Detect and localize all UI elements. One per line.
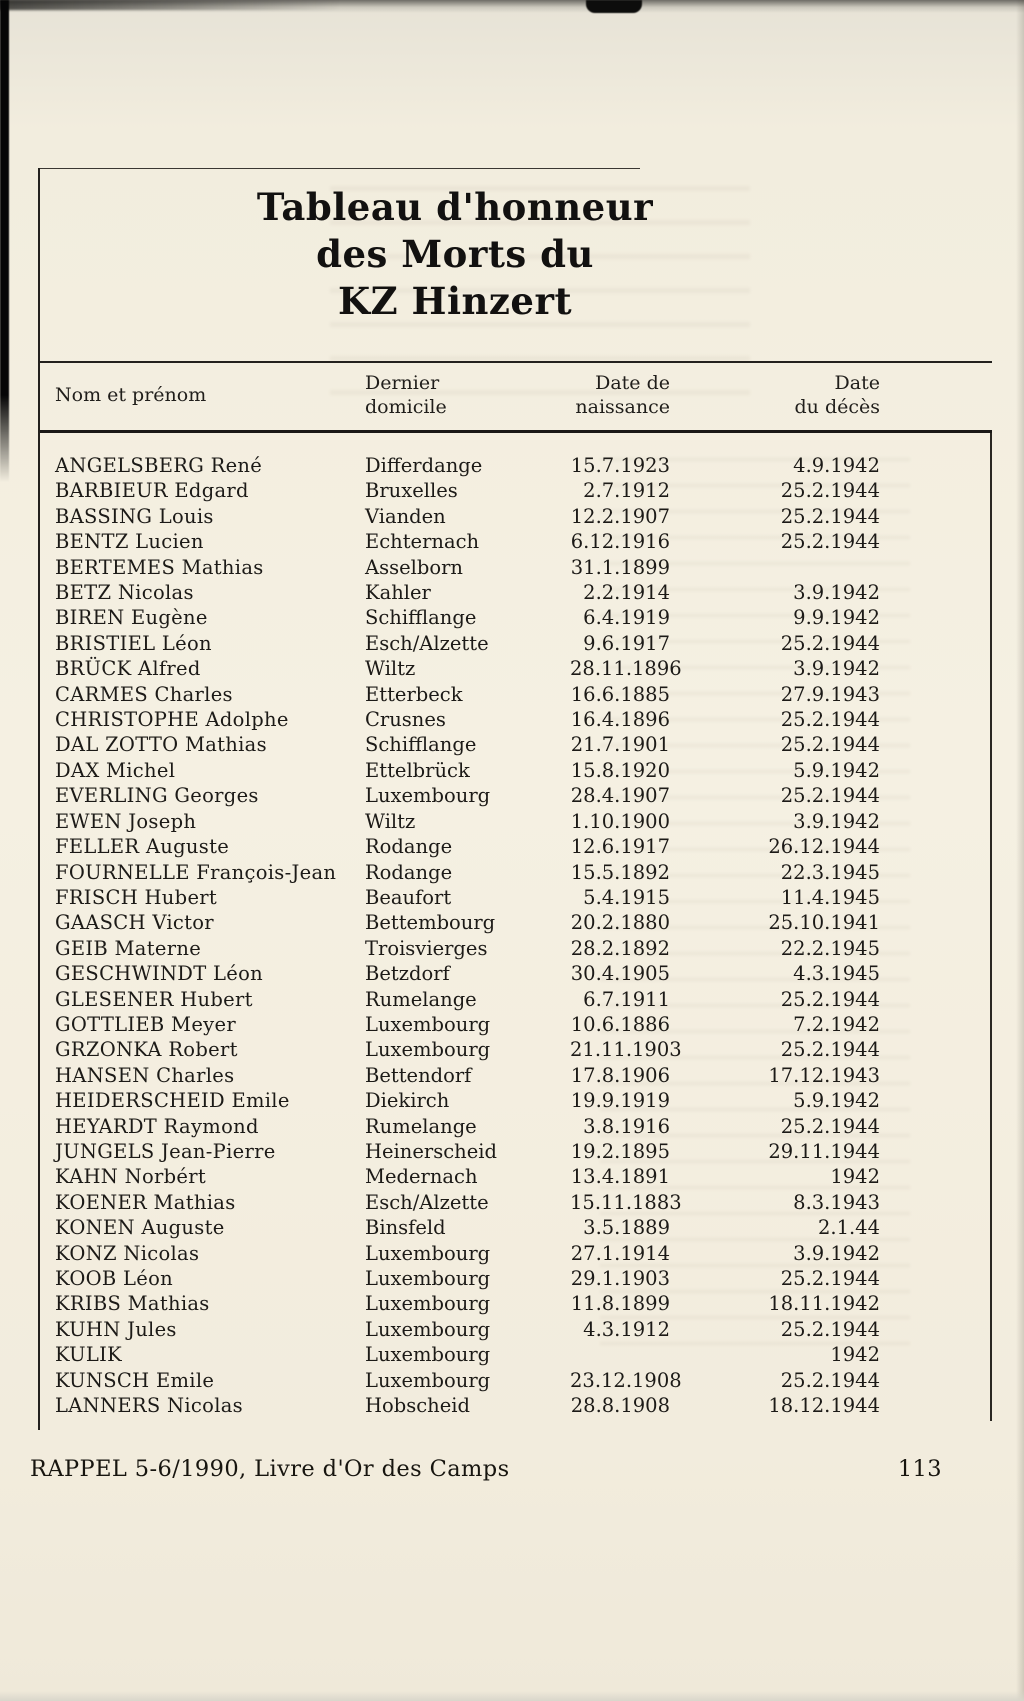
cell-death-date: 25.2.1944 <box>780 479 880 503</box>
table-row <box>40 1393 990 1418</box>
title-line: KZ Hinzert <box>337 279 573 323</box>
cell-domicile: Luxembourg <box>365 1012 491 1036</box>
cell-domicile: Bruxelles <box>365 479 458 503</box>
cell-birth-date: 15.5.1892 <box>570 860 670 884</box>
cell-death-date: 22.2.1945 <box>780 936 880 960</box>
cell-name: GLESENER Hubert <box>55 987 253 1011</box>
cell-domicile: Troisvierges <box>365 936 488 960</box>
cell-death-date: 7.2.1942 <box>793 1012 880 1036</box>
cell-birth-date: 28.4.1907 <box>570 784 670 808</box>
table-row <box>40 707 990 732</box>
cell-domicile: Bettendorf <box>365 1063 472 1087</box>
cell-domicile: Schifflange <box>365 733 477 757</box>
cell-birth-date: 15.7.1923 <box>570 454 670 477</box>
cell-birth-date: 6.12.1916 <box>570 530 670 554</box>
cell-name: GRZONKA Robert <box>55 1038 238 1062</box>
cell-death-date: 25.2.1944 <box>780 1368 880 1392</box>
cell-death-date: 3.9.1942 <box>793 1241 880 1265</box>
cell-name: HEYARDT Raymond <box>55 1114 259 1138</box>
cell-birth-date: 6.7.1911 <box>583 987 670 1011</box>
cell-domicile: Luxembourg <box>365 1368 491 1392</box>
cell-name: HANSEN Charles <box>55 1063 235 1087</box>
cell-domicile: Crusnes <box>365 708 446 732</box>
table-row <box>40 1063 990 1088</box>
cell-name: GAASCH Victor <box>55 911 214 935</box>
header-cell-domicile <box>365 371 570 419</box>
cell-name: BARBIEUR Edgard <box>55 479 249 503</box>
table-row <box>40 529 990 554</box>
table-row <box>40 478 990 503</box>
table-row <box>40 656 990 681</box>
cell-death-date: 25.2.1944 <box>780 733 880 757</box>
cell-name: BRÜCK Alfred <box>55 657 201 681</box>
cell-death-date: 25.2.1944 <box>780 1038 880 1062</box>
table-row <box>40 961 990 986</box>
cell-name: DAX Michel <box>55 758 176 782</box>
table-row <box>40 732 990 757</box>
scan-edge-right <box>1016 0 1024 1701</box>
cell-domicile: Schifflange <box>365 606 477 630</box>
cell-domicile: Bettembourg <box>365 911 496 935</box>
table-row <box>40 809 990 834</box>
cell-domicile: Asselborn <box>365 555 463 579</box>
table-row <box>40 682 990 707</box>
cell-name: KRIBS Mathias <box>55 1292 210 1316</box>
header-cell-name <box>40 371 365 419</box>
table-row <box>40 1368 990 1393</box>
cell-death-date: 3.9.1942 <box>793 809 880 833</box>
cell-birth-date: 16.6.1885 <box>570 682 670 706</box>
cell-death-date: 8.3.1943 <box>793 1190 880 1214</box>
table-row <box>40 783 990 808</box>
cell-name: KAHN Norbért <box>55 1165 207 1189</box>
table-header <box>40 363 992 425</box>
cell-name: HEIDERSCHEID Emile <box>55 1089 290 1113</box>
cell-domicile: Heinerscheid <box>365 1139 497 1163</box>
cell-domicile: Luxembourg <box>365 784 491 808</box>
cell-domicile: Rodange <box>365 860 453 884</box>
header-label: Date <box>834 372 880 394</box>
cell-name: BENTZ Lucien <box>55 530 204 554</box>
cell-birth-date <box>570 1342 670 1367</box>
cell-birth-date: 19.9.1919 <box>570 1089 670 1113</box>
cell-name: BETZ Nicolas <box>55 581 194 605</box>
table-row <box>40 1241 990 1266</box>
header-label: naissance <box>575 396 670 418</box>
cell-death-date: 1942 <box>830 1343 880 1367</box>
page-title <box>40 168 870 325</box>
cell-birth-date: 20.2.1880 <box>570 911 670 935</box>
table-row <box>40 987 990 1012</box>
table-row <box>40 1317 990 1342</box>
cell-birth-date: 12.6.1917 <box>570 835 670 859</box>
cell-birth-date: 2.2.1914 <box>583 581 670 605</box>
scan-edge-bottom <box>0 1691 1024 1701</box>
cell-birth-date: 9.6.1917 <box>583 631 670 655</box>
cell-death-date: 11.4.1945 <box>780 885 880 909</box>
table-row <box>40 1114 990 1139</box>
cell-birth-date: 1.10.1900 <box>570 809 670 833</box>
cell-death-date: 25.10.1941 <box>768 911 880 935</box>
cell-domicile: Hobscheid <box>365 1394 470 1418</box>
table-row <box>40 910 990 935</box>
scan-artifact-blob <box>586 0 642 13</box>
cell-death-date: 9.9.1942 <box>793 606 880 630</box>
cell-birth-date: 6.4.1919 <box>583 606 670 630</box>
header-label: domicile <box>365 396 447 418</box>
cell-death-date: 17.12.1943 <box>768 1063 880 1087</box>
cell-name: KOOB Léon <box>55 1267 174 1290</box>
cell-name: CARMES Charles <box>55 682 233 706</box>
header-label: Nom et prénom <box>55 384 207 406</box>
cell-name: KUNSCH Emile <box>55 1368 215 1392</box>
cell-death-date: 3.9.1942 <box>793 657 880 681</box>
cell-domicile: Luxembourg <box>365 1241 491 1265</box>
table-row <box>40 1190 990 1215</box>
cell-domicile: Esch/Alzette <box>365 631 489 655</box>
table-row <box>40 580 990 605</box>
cell-birth-date: 17.8.1906 <box>570 1063 670 1087</box>
table-row <box>40 936 990 961</box>
table-row <box>40 834 990 859</box>
cell-birth-date: 28.11.1896 <box>570 657 682 681</box>
cell-death-date: 18.11.1942 <box>768 1292 880 1316</box>
cell-death-date: 5.9.1942 <box>793 758 880 782</box>
cell-death-date: 25.2.1944 <box>780 784 880 808</box>
cell-name: BIREN Eugène <box>55 606 208 630</box>
cell-name: KULIK <box>55 1343 123 1367</box>
cell-domicile: Luxembourg <box>365 1038 491 1062</box>
cell-birth-date: 31.1.1899 <box>570 555 670 579</box>
cell-birth-date: 5.4.1915 <box>583 885 670 909</box>
cell-death-date: 25.2.1944 <box>780 631 880 655</box>
table-row <box>40 605 990 630</box>
cell-birth-date: 30.4.1905 <box>570 962 670 986</box>
page-number: 113 <box>897 1456 942 1482</box>
cell-death-date: 3.9.1942 <box>793 581 880 605</box>
cell-name: GEIB Materne <box>55 936 202 960</box>
cell-death-date: 25.2.1944 <box>780 1267 880 1290</box>
cell-birth-date: 23.12.1908 <box>570 1368 682 1392</box>
header-cell-death-date <box>670 371 880 419</box>
cell-domicile: Wiltz <box>365 809 416 833</box>
cell-domicile: Luxembourg <box>365 1317 491 1341</box>
cell-birth-date: 11.8.1899 <box>570 1292 670 1316</box>
cell-death-date: 5.9.1942 <box>793 1089 880 1113</box>
cell-name: FOURNELLE François-Jean <box>55 860 337 884</box>
cell-domicile: Rodange <box>365 835 453 859</box>
cell-birth-date: 2.7.1912 <box>583 479 670 503</box>
cell-birth-date: 28.8.1908 <box>570 1394 670 1418</box>
cell-domicile: Beaufort <box>365 885 452 909</box>
cell-death-date: 25.2.1944 <box>780 987 880 1011</box>
cell-birth-date: 10.6.1886 <box>570 1012 670 1036</box>
cell-death-date: 25.2.1944 <box>780 504 880 528</box>
cell-domicile: Etterbeck <box>365 682 463 706</box>
cell-name: BRISTIEL Léon <box>55 631 212 655</box>
cell-birth-date: 21.11.1903 <box>570 1038 682 1062</box>
cell-domicile: Differdange <box>365 454 483 477</box>
table-row <box>40 1037 990 1062</box>
cell-name: KUHN Jules <box>55 1317 177 1341</box>
table-row <box>40 1139 990 1164</box>
cell-birth-date: 15.8.1920 <box>570 758 670 782</box>
cell-death-date: 4.3.1945 <box>793 962 880 986</box>
cell-domicile: Rumelange <box>365 1114 477 1138</box>
cell-death-date: 4.9.1942 <box>793 454 880 477</box>
scan-edge-top-shadow <box>0 0 340 10</box>
table-row <box>40 885 990 910</box>
cell-name: JUNGELS Jean-Pierre <box>55 1139 276 1163</box>
table-row <box>40 504 990 529</box>
cell-domicile: Diekirch <box>365 1089 450 1113</box>
cell-domicile: Kahler <box>365 581 431 605</box>
cell-birth-date: 4.3.1912 <box>583 1317 670 1341</box>
cell-name: DAL ZOTTO Mathias <box>55 733 267 757</box>
cell-death-date: 25.2.1944 <box>780 1114 880 1138</box>
header-label: du décès <box>794 396 880 418</box>
cell-death-date: 25.2.1944 <box>780 530 880 554</box>
cell-birth-date: 28.2.1892 <box>570 936 670 960</box>
table-rows <box>40 433 992 1421</box>
cell-domicile: Wiltz <box>365 657 416 681</box>
cell-name: GOTTLIEB Meyer <box>55 1012 236 1036</box>
cell-birth-date: 29.1.1903 <box>570 1267 670 1290</box>
table-row <box>40 1215 990 1240</box>
cell-birth-date: 13.4.1891 <box>570 1165 670 1189</box>
cell-domicile: Luxembourg <box>365 1292 491 1316</box>
cell-name: FELLER Auguste <box>55 835 230 859</box>
cell-birth-date: 16.4.1896 <box>570 708 670 732</box>
cell-name: BASSING Louis <box>55 504 214 528</box>
cell-name: FRISCH Hubert <box>55 885 218 909</box>
cell-death-date: 27.9.1943 <box>780 682 880 706</box>
cell-death-date: 25.2.1944 <box>780 708 880 732</box>
table-row <box>40 631 990 656</box>
table-row <box>40 1164 990 1189</box>
table-row <box>40 1266 990 1291</box>
header-label: Dernier <box>365 372 440 394</box>
cell-domicile: Ettelbrück <box>365 758 470 782</box>
cell-domicile: Luxembourg <box>365 1267 491 1290</box>
cell-name: KONEN Auguste <box>55 1216 225 1240</box>
cell-domicile: Luxembourg <box>365 1343 491 1367</box>
title-line: des Morts du <box>316 232 594 276</box>
cell-name: GESCHWINDT Léon <box>55 962 264 986</box>
cell-death-date: 18.12.1944 <box>768 1394 880 1418</box>
cell-name: KOENER Mathias <box>55 1190 236 1214</box>
cell-name: KONZ Nicolas <box>55 1241 200 1265</box>
title-line: Tableau d'honneur <box>256 185 654 229</box>
memorial-table-frame <box>38 168 992 1430</box>
cell-death-date: 29.11.1944 <box>768 1139 880 1163</box>
table-row <box>40 1342 990 1367</box>
cell-birth-date: 3.8.1916 <box>583 1114 670 1138</box>
footer-citation: RAPPEL 5-6/1990, Livre d'Or des Camps <box>30 1456 510 1482</box>
cell-domicile: Medernach <box>365 1165 478 1189</box>
cell-death-date: 1942 <box>830 1165 880 1189</box>
cell-domicile: Vianden <box>365 504 446 528</box>
cell-name: LANNERS Nicolas <box>55 1394 243 1418</box>
cell-domicile: Betzdorf <box>365 962 450 986</box>
table-row <box>40 1012 990 1037</box>
table-row <box>40 555 990 580</box>
cell-name: ANGELSBERG René <box>55 454 263 477</box>
cell-name: EVERLING Georges <box>55 784 259 808</box>
cell-domicile: Binsfeld <box>365 1216 446 1240</box>
table-row <box>40 860 990 885</box>
cell-birth-date: 19.2.1895 <box>570 1139 670 1163</box>
cell-domicile: Echternach <box>365 530 480 554</box>
cell-name: EWEN Joseph <box>55 809 197 833</box>
cell-name: BERTEMES Mathias <box>55 555 264 579</box>
cell-name: CHRISTOPHE Adolphe <box>55 708 289 732</box>
header-cell-birth-date <box>570 371 670 419</box>
cell-birth-date: 15.11.1883 <box>570 1190 682 1214</box>
cell-birth-date: 21.7.1901 <box>570 733 670 757</box>
header-label: Date de <box>595 372 670 394</box>
page-footer <box>30 1456 942 1482</box>
cell-death-date: 22.3.1945 <box>780 860 880 884</box>
table-row <box>40 453 990 478</box>
cell-death-date: 25.2.1944 <box>780 1317 880 1341</box>
cell-birth-date: 12.2.1907 <box>570 504 670 528</box>
cell-domicile: Esch/Alzette <box>365 1190 489 1214</box>
cell-death-date <box>670 555 880 580</box>
table-row <box>40 1088 990 1113</box>
scan-edge-left <box>0 0 9 482</box>
table-row <box>40 1291 990 1316</box>
cell-death-date: 2.1.44 <box>817 1216 880 1240</box>
cell-birth-date: 3.5.1889 <box>583 1216 670 1240</box>
cell-birth-date: 27.1.1914 <box>570 1241 670 1265</box>
cell-domicile: Rumelange <box>365 987 477 1011</box>
table-row <box>40 758 990 783</box>
cell-death-date: 26.12.1944 <box>768 835 880 859</box>
